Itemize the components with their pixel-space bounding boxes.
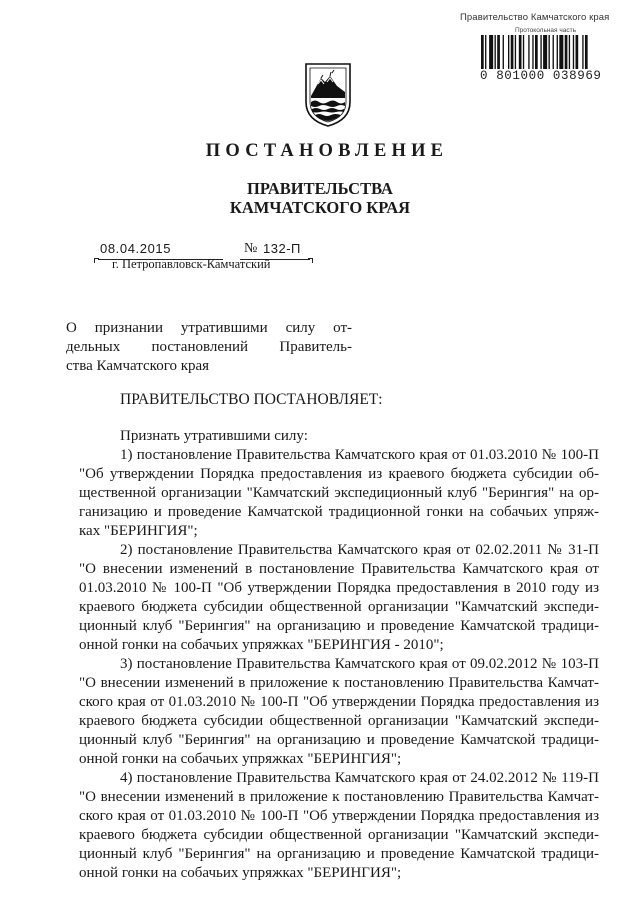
barcode-bar — [565, 35, 568, 69]
subject-line: О признании утратившими силу от- — [66, 320, 352, 336]
barcode-bar — [557, 35, 558, 69]
body-line: "О внесении изменений в приложение к постановлению Правительства Камчат- — [79, 789, 599, 805]
city-line: г. Петропавловск-Камчатский — [112, 257, 271, 271]
barcode-bar — [515, 35, 516, 69]
subject-line: дельных постановлений Правитель- — [66, 339, 352, 355]
subject-line: ства Камчатского края — [66, 358, 210, 374]
barcode-bar — [553, 35, 554, 69]
barcode-bar — [573, 35, 574, 69]
barcode-bar — [485, 35, 486, 69]
barcode-bar — [535, 35, 538, 69]
barcode-bar — [519, 35, 522, 69]
document-type-title: ПОСТАНОВЛЕНИЕ — [205, 141, 449, 161]
body-line: ского края от 01.03.2010 № 100-П "Об утверждении Порядка предоставления из — [79, 808, 599, 824]
issuer-line-1: ПРАВИТЕЛЬСТВА — [247, 179, 393, 198]
barcode-bar — [503, 35, 504, 69]
barcode-bar — [585, 35, 588, 69]
barcode-bar — [508, 35, 509, 69]
barcode-bar — [511, 35, 514, 69]
barcode-bar — [489, 35, 493, 69]
document-subject — [66, 319, 352, 376]
body-line: ционный клуб "Берингия" на организацию и проведение Камчатской традици- — [79, 618, 599, 634]
barcode-bar — [559, 35, 563, 69]
barcode-bar — [523, 35, 524, 69]
body-line: "Об утверждении Порядка предоставления из краевого бюджета субсидии об- — [79, 466, 599, 482]
body-line: ционный клуб "Берингия" на организацию и проведение Камчатской традици- — [79, 846, 599, 862]
body-line: 3) постановление Правительства Камчатского края от 09.02.2012 № 103-П — [120, 656, 599, 672]
body-line: краевого бюджета субсидии общественной организации "Камчатский экспеди- — [79, 599, 599, 615]
body-line: Признать утратившими силу: — [120, 428, 308, 444]
registry-stamp-subheader: Протокольная часть — [515, 27, 576, 34]
document-body — [79, 427, 599, 883]
body-line: краевого бюджета субсидии общественной организации "Камчатский экспеди- — [79, 713, 599, 729]
number-sign: № — [244, 241, 258, 256]
barcode-bar — [528, 35, 529, 69]
barcode-bar — [549, 35, 550, 69]
corner-mark-left — [94, 258, 99, 263]
barcode-bar — [543, 35, 547, 69]
body-line: краевого бюджета субсидии общественной организации "Камчатский экспеди- — [79, 827, 599, 843]
barcode-bar — [582, 35, 583, 69]
barcode-bar — [497, 35, 500, 69]
body-line: 1) постановление Правительства Камчатского края от 01.03.2010 № 100-П — [120, 447, 599, 463]
barcode — [479, 35, 629, 69]
barcode-number: 0 801000 038969 — [480, 69, 602, 83]
body-line: 2) постановление Правительства Камчатского края от 02.02.2011 № 31-П — [120, 542, 599, 558]
document-number: 132-П — [263, 241, 301, 256]
body-line: ках "БЕРИНГИЯ"; — [79, 523, 198, 539]
barcode-bar — [481, 35, 484, 69]
barcode-bar — [495, 35, 496, 69]
body-line: онной гонки на собачьих упряжках "БЕРИНГИЯ - 2010"; — [79, 637, 444, 653]
body-line: ганизацию и проведение Камчатской традиционной гонки на собачьих упряж- — [79, 504, 599, 520]
barcode-bar — [540, 35, 541, 69]
body-line: 01.03.2010 № 100-П "Об утверждении Порядка предоставления в 2010 году из — [79, 580, 599, 596]
issuer-line-2: КАМЧАТСКОГО КРАЯ — [229, 198, 411, 217]
barcode-bar — [532, 35, 533, 69]
registry-stamp-header: Правительство Камчатского края — [460, 12, 610, 23]
barcode-bar — [569, 35, 570, 69]
body-line: 4) постановление Правительства Камчатского края от 24.02.2012 № 119-П — [120, 770, 599, 786]
body-line: "О внесении изменений в приложение к постановлению Правительства Камчат- — [79, 675, 599, 691]
kamchatka-coat-of-arms-icon — [303, 62, 353, 128]
document-date: 08.04.2015 — [100, 241, 172, 256]
corner-mark-right — [308, 258, 313, 263]
body-line: ского края от 01.03.2010 № 100-П "Об утверждении Порядка предоставления из — [79, 694, 599, 710]
body-line: щественной организации "Камчатский экспедиционный клуб "Берингия" на ор- — [79, 485, 599, 501]
decree-heading: ПРАВИТЕЛЬСТВО ПОСТАНОВЛЯЕТ: — [120, 391, 383, 408]
barcode-bar — [576, 35, 579, 69]
body-line: ционный клуб "Берингия" на организацию и проведение Камчатской традици- — [79, 732, 599, 748]
body-line: "О внесении изменений в постановление Правительства Камчатского края от — [79, 561, 599, 577]
body-line: онной гонки на собачьих упряжках "БЕРИНГИЯ"; — [79, 751, 402, 767]
body-line: онной гонки на собачьих упряжках "БЕРИНГИЯ"; — [79, 865, 402, 881]
